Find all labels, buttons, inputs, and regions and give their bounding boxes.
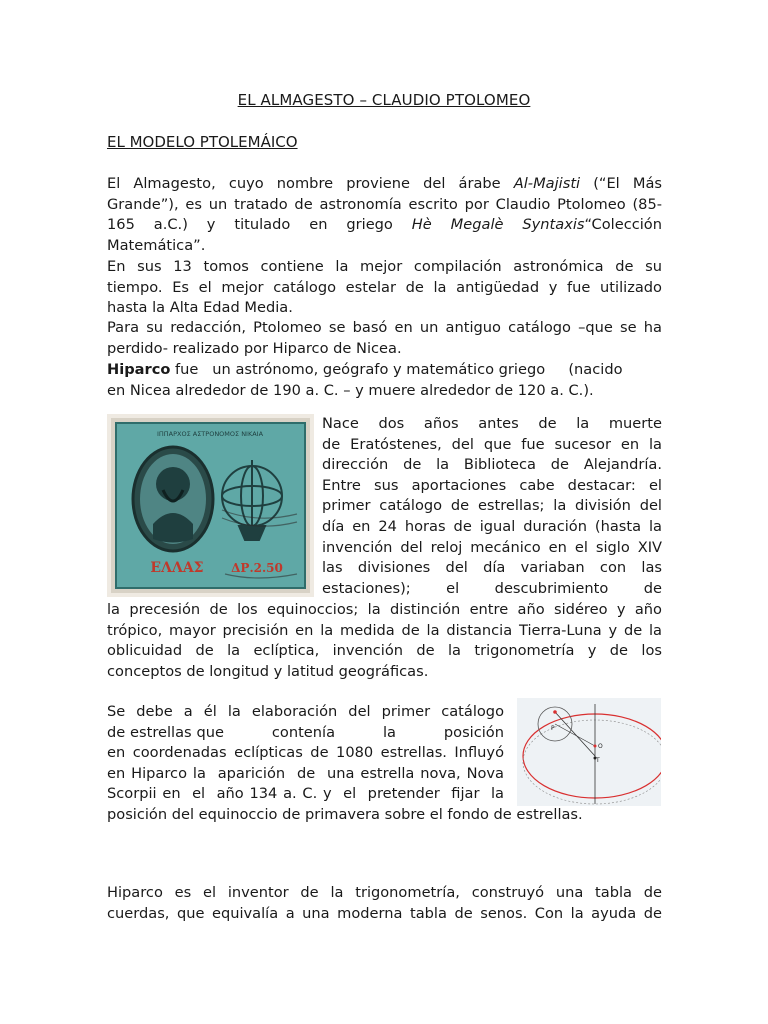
text-line: Nace dos años antes de la muerte: [322, 415, 662, 432]
text-line: perdido- realizado por Hiparco de Nicea.: [107, 339, 402, 357]
paragraph-redaccion: [107, 318, 662, 359]
text-line: posición del equinoccio de primavera sobre el fondo de estrellas.: [107, 806, 583, 823]
stamp-top-text: ΙΠΠΑΡΧΟΣ ΑΣΤΡΟΝΟΜΟΣ ΝΙΚΑΙΑ: [156, 430, 264, 438]
paragraph-hiparco: [107, 360, 662, 401]
paragraph-trigonometria: [107, 883, 662, 924]
diagram-label-t: T: [596, 757, 600, 764]
text-line: El Almagesto, cuyo nombre proviene del árabe Al-Majisti (“El Más: [107, 175, 662, 192]
text-line: cuerdas, que equivalía a una moderna tabla de senos. Con la ayuda de: [107, 904, 662, 922]
text-line: Entre sus aportaciones cabe destacar: el: [322, 476, 662, 494]
text-line: en Nicea alrededor de 190 a. C. – y muere alrededor de 120 a. C.).: [107, 381, 594, 399]
text-line: Hiparco es el inventor de la trigonometría, construyó una tabla de: [107, 884, 662, 901]
text-line: primer catálogo de estrellas; la división del: [322, 497, 662, 515]
text-line: trópico, mayor precisión en la medida de la distancia Tierra-Luna y de la: [107, 621, 662, 639]
diagram-label-p: P: [551, 725, 555, 732]
text-line: dirección de la Biblioteca de Alejandría.: [322, 456, 662, 474]
text-line: Scorpii en el año 134 a. C. y el pretender fijar la: [107, 785, 504, 803]
text-line: conceptos de longitud y latitud geográficas.: [107, 662, 429, 680]
text-line: en Hiparco la aparición de una estrella nova, Nova: [107, 764, 504, 782]
stamp-country-text: ΕΛΛΑΣ: [150, 560, 204, 576]
hipparchus-stamp-image: [107, 414, 314, 597]
paragraph-biografia-continuacion: [107, 600, 662, 682]
text-line: día en 24 horas de igual duración (hasta la: [322, 517, 662, 535]
orbit-diagram-image: [517, 698, 661, 806]
paragraph-catalogo: [107, 702, 504, 805]
paragraph-biografia-columna: [322, 414, 662, 599]
paragraph-catalogo-final: [107, 805, 662, 826]
text-line: de Eratóstenes, del que fue sucesor en la: [322, 435, 662, 453]
text-line: tiempo. Es el mejor catálogo estelar de la antigüedad y fue utilizado: [107, 278, 662, 296]
paragraph-intro: [107, 174, 662, 256]
text-line: Matemática”.: [107, 236, 206, 254]
orbit-diagram: [517, 698, 661, 806]
text-line: invención del reloj mecánico en el siglo XIV: [322, 538, 662, 556]
text-line: oblicuidad de la eclíptica, invención de la trigonometría y de los: [107, 642, 662, 660]
text-line: hasta la Alta Edad Media.: [107, 299, 293, 317]
stamp-illustration: [107, 414, 314, 597]
text-line: 165 a.C.) y titulado en griego Hè Megalè Syntaxis“Colección: [107, 216, 662, 234]
paragraph-tomos: [107, 257, 662, 319]
stamp-value-text: ΔΡ.2.50: [231, 561, 283, 575]
text-line: la precesión de los equinoccios; la distinción entre año sidéreo y año: [107, 601, 662, 618]
text-line: en coordenadas eclípticas de 1080 estrellas. Influyó: [107, 744, 504, 762]
text-line: Para su redacción, Ptolomeo se basó en un antiguo catálogo –que se ha: [107, 319, 662, 336]
text-line: En sus 13 tomos contiene la mejor compilación astronómica de su: [107, 258, 662, 275]
diagram-label-o: O: [598, 743, 603, 750]
section-subtitle: EL MODELO PTOLEMÁICO: [107, 133, 298, 151]
text-line: Grande”), es un tratado de astronomía escrito por Claudio Ptolomeo (85-: [107, 195, 662, 213]
text-line: Hiparco fue un astrónomo, geógrafo y matemático griego (nacido: [107, 361, 623, 378]
text-line: Se debe a él la elaboración del primer catálogo: [107, 703, 504, 720]
document-title: EL ALMAGESTO – CLAUDIO PTOLOMEO: [237, 91, 531, 109]
text-line: de estrellas que contenía la posición: [107, 723, 504, 741]
text-line: las divisiones del día variaban con las: [322, 559, 662, 577]
text-line: estaciones); el descubrimiento de: [322, 579, 662, 597]
